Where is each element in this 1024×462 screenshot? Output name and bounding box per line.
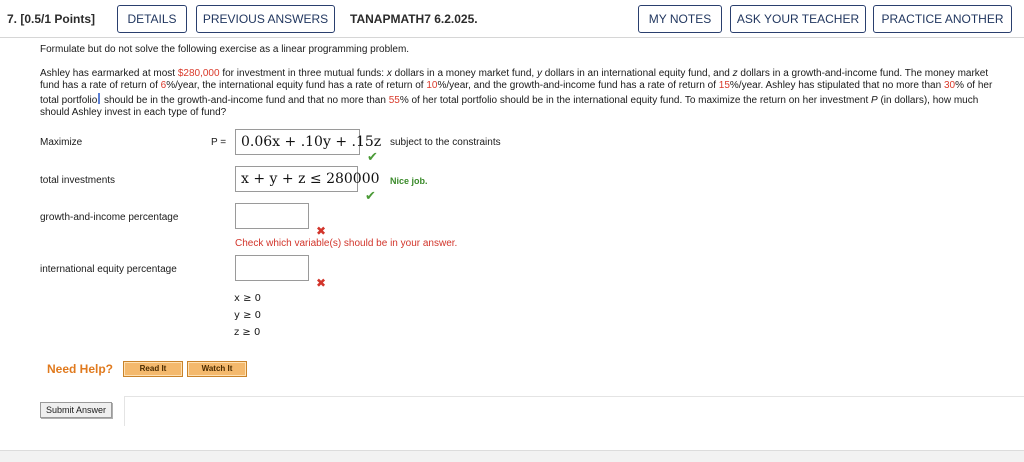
divider	[124, 396, 1024, 397]
need-help-label: Need Help?	[47, 362, 114, 376]
ask-teacher-button[interactable]: ASK YOUR TEACHER	[730, 5, 866, 33]
question-body	[40, 44, 1000, 120]
details-button[interactable]: DETAILS	[117, 5, 187, 33]
x-mark-icon: ✖	[316, 224, 327, 238]
total-investments-label: total investments	[40, 175, 116, 186]
instructions: Formulate but do not solve the following exercise as a linear programming problem.	[40, 44, 410, 55]
x-mark-icon: ✖	[316, 276, 327, 290]
practice-another-button[interactable]: PRACTICE ANOTHER	[873, 5, 1012, 33]
growth-income-input[interactable]	[235, 203, 309, 229]
nonneg-z: z ≥ 0	[234, 327, 261, 338]
my-notes-button[interactable]: MY NOTES	[638, 5, 722, 33]
nonneg-y: y ≥ 0	[234, 310, 262, 321]
divider	[124, 396, 125, 426]
checkmark-icon: ✔	[365, 188, 376, 203]
points-score: [0.5/1 Points]	[20, 12, 96, 26]
problem-statement: Ashley has earmarked at most $280,000 for investment in three mutual funds: x dollars in a money market fund, y dollars in an international equity fund, and z dollars in a growth-and-income fund. The money market fund has a rate of return of 6%/year, the international equity fund has a rate of return of 10%/year, and the growth-and-income fund has a rate of return of 15%/year. Ashley has stipulated that no more than 30% of her total portfolio should be in the growth-and-income fund and that no more than 55% of her total portfolio should be in the international equity fund. To maximize the return on her investment P (in dollars), how much should Ashley invest in each type of fund?	[40, 67, 993, 118]
p-equals-label: P =	[211, 137, 227, 148]
growth-income-label: growth-and-income percentage	[40, 212, 179, 223]
total-investments-input[interactable]: x + y + z ≤ 280000	[235, 166, 358, 192]
objective-input[interactable]: 0.06x + .10y + .15z	[235, 129, 360, 155]
international-equity-input[interactable]	[235, 255, 309, 281]
question-number-text: 7.	[7, 12, 18, 26]
question-header	[0, 0, 1024, 38]
error-message: Check which variable(s) should be in your answer.	[235, 238, 458, 249]
question-id: TANAPMATH7 6.2.025.	[350, 12, 478, 26]
next-question-strip	[0, 450, 1024, 462]
checkmark-icon: ✔	[367, 149, 378, 164]
previous-answers-button[interactable]: PREVIOUS ANSWERS	[196, 5, 335, 33]
read-it-button[interactable]: Read It	[123, 361, 183, 377]
international-equity-label: international equity percentage	[40, 264, 177, 275]
text-cursor	[98, 93, 100, 104]
nonneg-x: x ≥ 0	[234, 293, 262, 304]
feedback-text: Nice job.	[390, 176, 428, 186]
submit-answer-button[interactable]: Submit Answer	[40, 402, 112, 418]
watch-it-button[interactable]: Watch It	[187, 361, 247, 377]
subject-to-label: subject to the constraints	[390, 137, 501, 148]
question-number	[7, 12, 95, 26]
maximize-label: Maximize	[40, 137, 83, 148]
